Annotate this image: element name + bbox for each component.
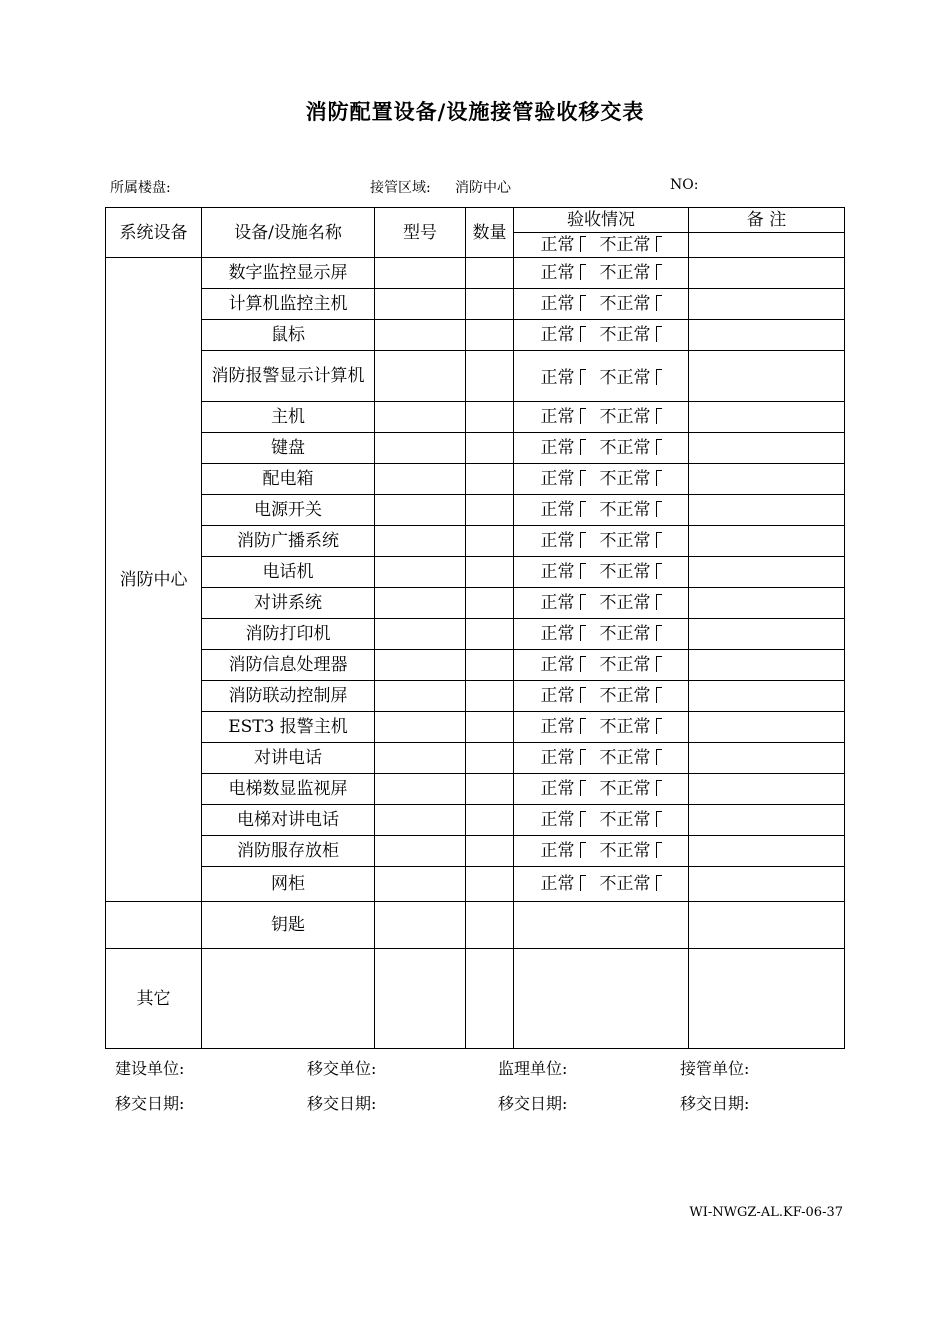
normal-checkbox[interactable]: [580, 295, 586, 311]
quantity-cell[interactable]: [466, 681, 514, 712]
quantity-cell[interactable]: [466, 774, 514, 805]
remarks-cell[interactable]: [689, 805, 845, 836]
quantity-cell[interactable]: [466, 836, 514, 867]
model-cell[interactable]: [375, 650, 466, 681]
header-model: 型号: [375, 208, 466, 258]
area-value: 消防中心: [455, 180, 511, 196]
item-name: 主机: [202, 402, 375, 433]
normal-label: 正常: [540, 562, 575, 582]
key-row: [106, 902, 845, 949]
table-row: [106, 320, 845, 351]
abnormal-label: 不正常: [599, 438, 651, 458]
receiver-label: 接管单位:: [680, 1059, 750, 1078]
remarks-cell[interactable]: [689, 258, 845, 289]
table-row: [106, 433, 845, 464]
normal-checkbox[interactable]: [580, 718, 586, 734]
table-row: [106, 805, 845, 836]
normal-label: 正常: [540, 717, 575, 737]
normal-checkbox[interactable]: [580, 875, 586, 891]
quantity-cell[interactable]: [466, 351, 514, 402]
normal-label: 正常: [540, 874, 575, 894]
key-system-cell: [106, 902, 202, 949]
quantity-cell[interactable]: [466, 464, 514, 495]
status-options: [514, 433, 689, 464]
other-label: 其它: [106, 949, 202, 1049]
normal-checkbox[interactable]: [580, 811, 586, 827]
abnormal-checkbox[interactable]: [656, 656, 662, 672]
quantity-cell[interactable]: [466, 289, 514, 320]
table-row: [106, 258, 845, 289]
transfer-unit-label: 移交单位:: [307, 1059, 377, 1078]
abnormal-checkbox[interactable]: [656, 326, 662, 342]
other-row: [106, 949, 845, 1049]
key-item-name: 钥匙: [202, 902, 375, 949]
abnormal-checkbox[interactable]: [656, 439, 662, 455]
remarks-cell[interactable]: [689, 402, 845, 433]
header-remarks: 备 注: [689, 208, 845, 233]
status-options: [514, 351, 689, 402]
quantity-cell[interactable]: [466, 588, 514, 619]
remarks-cell[interactable]: [689, 774, 845, 805]
status-cell[interactable]: [514, 949, 689, 1049]
model-cell[interactable]: [375, 774, 466, 805]
receiver-date-label: 移交日期:: [680, 1094, 750, 1113]
header-status-options: [514, 233, 689, 258]
document-code: WI-NWGZ-AL.KF-06-37: [689, 1205, 843, 1220]
quantity-cell[interactable]: [466, 433, 514, 464]
normal-checkbox[interactable]: [580, 749, 586, 765]
table-row: [106, 867, 845, 902]
abnormal-checkbox[interactable]: [656, 749, 662, 765]
normal-label: 正常: [540, 438, 575, 458]
normal-checkbox[interactable]: [580, 563, 586, 579]
model-cell[interactable]: [375, 743, 466, 774]
abnormal-checkbox[interactable]: [656, 470, 662, 486]
table-row: [106, 526, 845, 557]
abnormal-label: 不正常: [599, 500, 651, 520]
model-cell[interactable]: [375, 433, 466, 464]
item-name: 电梯数显监视屏: [202, 774, 375, 805]
header-name: 设备/设施名称: [202, 208, 375, 258]
normal-checkbox[interactable]: [580, 470, 586, 486]
status-options: [514, 289, 689, 320]
model-cell[interactable]: [375, 867, 466, 902]
number-label: NO:: [670, 177, 699, 193]
status-options: [514, 619, 689, 650]
item-name: 对讲电话: [202, 743, 375, 774]
abnormal-checkbox[interactable]: [656, 718, 662, 734]
normal-label: 正常: [540, 263, 575, 283]
model-cell[interactable]: [375, 351, 466, 402]
quantity-cell[interactable]: [466, 712, 514, 743]
remarks-cell[interactable]: [689, 351, 845, 402]
abnormal-label: 不正常: [599, 469, 651, 489]
model-cell[interactable]: [375, 402, 466, 433]
model-cell[interactable]: [375, 289, 466, 320]
table-row: [106, 836, 845, 867]
quantity-cell[interactable]: [466, 949, 514, 1049]
abnormal-label: 不正常: [599, 593, 651, 613]
item-name: EST3 报警主机: [202, 712, 375, 743]
header-qty: 数量: [466, 208, 514, 258]
abnormal-label: 不正常: [599, 624, 651, 644]
model-cell[interactable]: [375, 805, 466, 836]
quantity-cell[interactable]: [466, 867, 514, 902]
normal-checkbox[interactable]: [580, 264, 586, 280]
status-options: [514, 557, 689, 588]
normal-checkbox[interactable]: [580, 408, 586, 424]
status-options: [514, 743, 689, 774]
remarks-cell[interactable]: [689, 836, 845, 867]
model-cell[interactable]: [375, 619, 466, 650]
table-row: [106, 774, 845, 805]
table-row: [106, 650, 845, 681]
remarks-cell[interactable]: [689, 320, 845, 351]
quantity-cell[interactable]: [466, 526, 514, 557]
item-name: 消防联动控制屏: [202, 681, 375, 712]
normal-label: 正常: [540, 407, 575, 427]
item-name: 键盘: [202, 433, 375, 464]
item-name: 电源开关: [202, 495, 375, 526]
remarks-cell[interactable]: [689, 712, 845, 743]
remarks-cell[interactable]: [689, 650, 845, 681]
abnormal-checkbox[interactable]: [656, 875, 662, 891]
abnormal-checkbox[interactable]: [656, 501, 662, 517]
item-name: 配电箱: [202, 464, 375, 495]
abnormal-label: 不正常: [599, 717, 651, 737]
abnormal-label: 不正常: [599, 874, 651, 894]
abnormal-label: 不正常: [599, 235, 651, 255]
normal-label: 正常: [540, 841, 575, 861]
remarks-cell[interactable]: [689, 619, 845, 650]
table-row: [106, 681, 845, 712]
item-name: 对讲系统: [202, 588, 375, 619]
model-cell[interactable]: [375, 320, 466, 351]
normal-checkbox[interactable]: [580, 656, 586, 672]
abnormal-checkbox[interactable]: [656, 532, 662, 548]
status-options: [514, 836, 689, 867]
quantity-cell[interactable]: [466, 557, 514, 588]
status-options: [514, 526, 689, 557]
table-row: [106, 495, 845, 526]
remarks-cell[interactable]: [689, 464, 845, 495]
quantity-cell[interactable]: [466, 743, 514, 774]
quantity-cell[interactable]: [466, 619, 514, 650]
model-cell[interactable]: [375, 836, 466, 867]
abnormal-label: 不正常: [599, 655, 651, 675]
item-name: 鼠标: [202, 320, 375, 351]
item-name: 电话机: [202, 557, 375, 588]
abnormal-label: 不正常: [599, 368, 651, 388]
normal-checkbox[interactable]: [580, 780, 586, 796]
quantity-cell[interactable]: [466, 320, 514, 351]
table-row: [106, 351, 845, 402]
normal-label: 正常: [540, 593, 575, 613]
quantity-cell[interactable]: [466, 902, 514, 949]
table-row: [106, 402, 845, 433]
model-cell[interactable]: [375, 557, 466, 588]
model-cell[interactable]: [375, 258, 466, 289]
table-row: [106, 743, 845, 774]
abnormal-checkbox[interactable]: [656, 625, 662, 641]
table-row: [106, 619, 845, 650]
header-remarks-blank: [689, 233, 845, 258]
normal-label: 正常: [540, 469, 575, 489]
status-options: [514, 681, 689, 712]
table-row: [106, 289, 845, 320]
system-group-cell: 消防中心: [106, 258, 202, 902]
status-options: [514, 588, 689, 619]
remarks-cell[interactable]: [689, 557, 845, 588]
remarks-cell[interactable]: [689, 743, 845, 774]
normal-label: 正常: [540, 531, 575, 551]
quantity-cell[interactable]: [466, 495, 514, 526]
abnormal-label: 不正常: [599, 686, 651, 706]
abnormal-label: 不正常: [599, 841, 651, 861]
supervisor-label: 监理单位:: [498, 1059, 568, 1078]
status-options: [514, 650, 689, 681]
building-label: 所属楼盘:: [110, 180, 171, 196]
builder-date-label: 移交日期:: [115, 1094, 185, 1113]
abnormal-checkbox[interactable]: [656, 842, 662, 858]
remarks-cell[interactable]: [689, 588, 845, 619]
remarks-cell[interactable]: [689, 949, 845, 1049]
abnormal-label: 不正常: [599, 562, 651, 582]
normal-checkbox[interactable]: [580, 501, 586, 517]
model-cell[interactable]: [375, 681, 466, 712]
model-cell[interactable]: [375, 949, 466, 1049]
model-cell[interactable]: [375, 464, 466, 495]
normal-label: 正常: [540, 655, 575, 675]
status-options: [514, 867, 689, 902]
table-row: [106, 588, 845, 619]
abnormal-checkbox[interactable]: [656, 408, 662, 424]
abnormal-label: 不正常: [599, 263, 651, 283]
remarks-cell[interactable]: [689, 526, 845, 557]
abnormal-checkbox[interactable]: [656, 264, 662, 280]
normal-label: 正常: [540, 686, 575, 706]
remarks-cell[interactable]: [689, 433, 845, 464]
quantity-cell[interactable]: [466, 805, 514, 836]
normal-label: 正常: [540, 368, 575, 388]
normal-label: 正常: [540, 779, 575, 799]
normal-label: 正常: [540, 748, 575, 768]
normal-label: 正常: [540, 624, 575, 644]
status-options: [514, 258, 689, 289]
item-name: 消防报警显示计算机: [202, 351, 375, 402]
item-name: 数字监控显示屏: [202, 258, 375, 289]
normal-checkbox[interactable]: [580, 236, 586, 252]
abnormal-label: 不正常: [599, 407, 651, 427]
abnormal-label: 不正常: [599, 531, 651, 551]
header-system: 系统设备: [106, 208, 202, 258]
status-options: [514, 774, 689, 805]
normal-label: 正常: [540, 325, 575, 345]
status-options: [514, 320, 689, 351]
status-options: [514, 495, 689, 526]
supervisor-date-label: 移交日期:: [498, 1094, 568, 1113]
table-row: [106, 557, 845, 588]
status-options: [514, 712, 689, 743]
item-name: 电梯对讲电话: [202, 805, 375, 836]
page-title: 消防配置设备/设施接管验收移交表: [305, 99, 645, 124]
item-name: 消防信息处理器: [202, 650, 375, 681]
model-cell[interactable]: [375, 712, 466, 743]
abnormal-checkbox[interactable]: [656, 687, 662, 703]
status-options: [514, 805, 689, 836]
abnormal-checkbox[interactable]: [656, 811, 662, 827]
other-name-cell[interactable]: [202, 949, 375, 1049]
normal-checkbox[interactable]: [580, 625, 586, 641]
quantity-cell[interactable]: [466, 650, 514, 681]
abnormal-label: 不正常: [599, 779, 651, 799]
remarks-cell[interactable]: [689, 495, 845, 526]
normal-checkbox[interactable]: [580, 439, 586, 455]
normal-label: 正常: [540, 810, 575, 830]
abnormal-checkbox[interactable]: [656, 780, 662, 796]
normal-label: 正常: [540, 500, 575, 520]
transfer-date-label: 移交日期:: [307, 1094, 377, 1113]
normal-checkbox[interactable]: [580, 594, 586, 610]
normal-checkbox[interactable]: [580, 842, 586, 858]
acceptance-table: [105, 207, 845, 1049]
model-cell[interactable]: [375, 902, 466, 949]
normal-checkbox[interactable]: [580, 326, 586, 342]
item-name: 消防打印机: [202, 619, 375, 650]
builder-label: 建设单位:: [115, 1059, 185, 1078]
quantity-cell[interactable]: [466, 258, 514, 289]
normal-checkbox[interactable]: [580, 532, 586, 548]
model-cell[interactable]: [375, 588, 466, 619]
status-options: [514, 464, 689, 495]
normal-checkbox[interactable]: [580, 687, 586, 703]
remarks-cell[interactable]: [689, 681, 845, 712]
table-row: [106, 712, 845, 743]
item-name: 消防广播系统: [202, 526, 375, 557]
item-name: 网柜: [202, 867, 375, 902]
abnormal-checkbox[interactable]: [656, 563, 662, 579]
table-row: [106, 464, 845, 495]
abnormal-checkbox[interactable]: [656, 295, 662, 311]
abnormal-label: 不正常: [599, 748, 651, 768]
model-cell[interactable]: [375, 495, 466, 526]
normal-label: 正常: [540, 235, 575, 255]
status-cell[interactable]: [514, 902, 689, 949]
header-acceptance: 验收情况: [514, 208, 689, 233]
remarks-cell[interactable]: [689, 902, 845, 949]
model-cell[interactable]: [375, 526, 466, 557]
quantity-cell[interactable]: [466, 402, 514, 433]
area-label: 接管区域:: [370, 180, 431, 196]
abnormal-checkbox[interactable]: [656, 369, 662, 385]
normal-label: 正常: [540, 294, 575, 314]
abnormal-label: 不正常: [599, 294, 651, 314]
abnormal-checkbox[interactable]: [656, 236, 662, 252]
item-name: 消防服存放柜: [202, 836, 375, 867]
abnormal-label: 不正常: [599, 325, 651, 345]
status-options: [514, 402, 689, 433]
normal-checkbox[interactable]: [580, 369, 586, 385]
abnormal-checkbox[interactable]: [656, 594, 662, 610]
remarks-cell[interactable]: [689, 867, 845, 902]
abnormal-label: 不正常: [599, 810, 651, 830]
remarks-cell[interactable]: [689, 289, 845, 320]
item-name: 计算机监控主机: [202, 289, 375, 320]
